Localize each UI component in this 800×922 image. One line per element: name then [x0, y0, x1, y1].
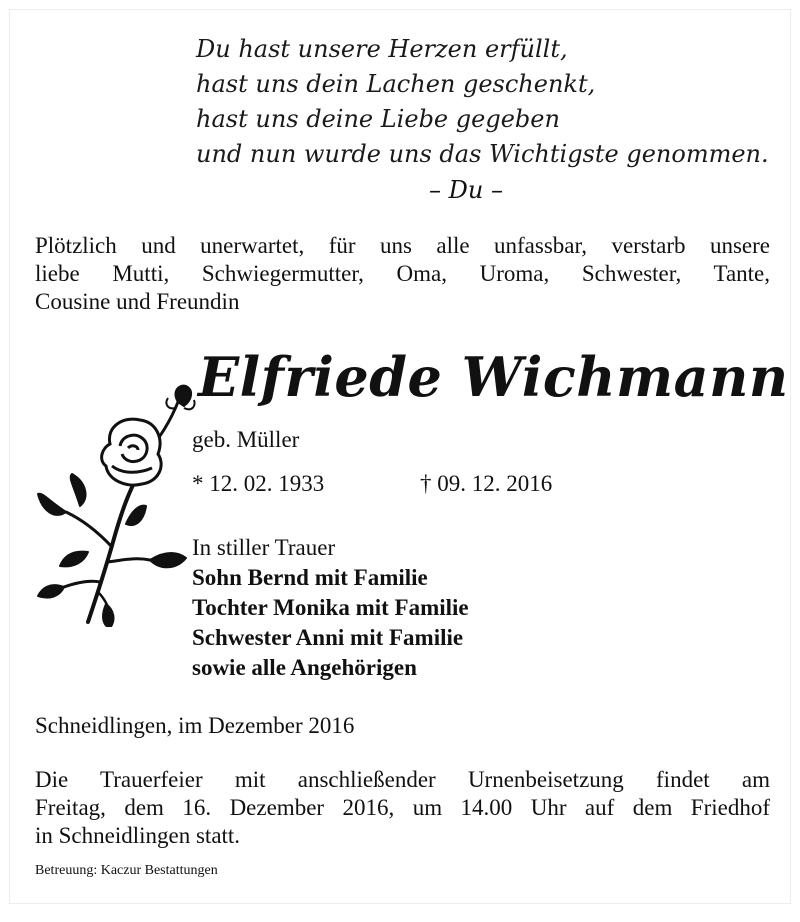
obituary-notice [9, 9, 791, 904]
funeral-line: in Schneidlingen statt. [35, 823, 241, 848]
undertaker-credit: Betreuung: Kaczur Bestattungen [35, 863, 218, 878]
funeral-line: Die Trauerfeier mit anschließender Urnenbeisetzung findet am [35, 767, 770, 792]
rose-icon [28, 382, 203, 627]
intro-line: liebe Mutti, Schwiegermutter, Oma, Uroma, Schwester, Tante, [35, 261, 770, 286]
birth-date: * 12. 02. 1933 [192, 471, 325, 496]
mourner-entry: sowie alle Angehörigen [192, 655, 417, 680]
intro-text [35, 232, 770, 316]
mourner-entry: Schwester Anni mit Familie [192, 625, 464, 650]
mourner-entry: Sohn Bernd mit Familie [192, 565, 428, 590]
mourning-intro: In stiller Trauer [192, 535, 336, 560]
poem-line: hast uns deine Liebe gegeben [196, 105, 560, 133]
intro-line: Cousine und Freundin [35, 289, 240, 314]
place-date: Schneidlingen, im Dezember 2016 [35, 713, 355, 738]
poem-line: und nun wurde uns das Wichtigste genommen. [196, 140, 769, 168]
mourner-entry: Tochter Monika mit Familie [192, 595, 469, 620]
poem-line: Du hast unsere Herzen erfüllt, [196, 35, 568, 63]
intro-line: Plötzlich und unerwartet, für uns alle unfassbar, verstarb unsere [35, 233, 770, 258]
poem [196, 32, 786, 172]
deceased-name: Elfriede Wichmann [198, 345, 789, 409]
poem-line: hast uns dein Lachen geschenkt, [196, 70, 596, 98]
death-date: † 09. 12. 2016 [420, 471, 553, 496]
birth-name: geb. Müller [192, 427, 300, 452]
poem-signature: – Du – [429, 176, 503, 204]
funeral-line: Freitag, dem 16. Dezember 2016, um 14.00 Uhr auf dem Friedhof [35, 795, 770, 820]
mourners-block [192, 533, 469, 683]
funeral-info [35, 766, 770, 850]
